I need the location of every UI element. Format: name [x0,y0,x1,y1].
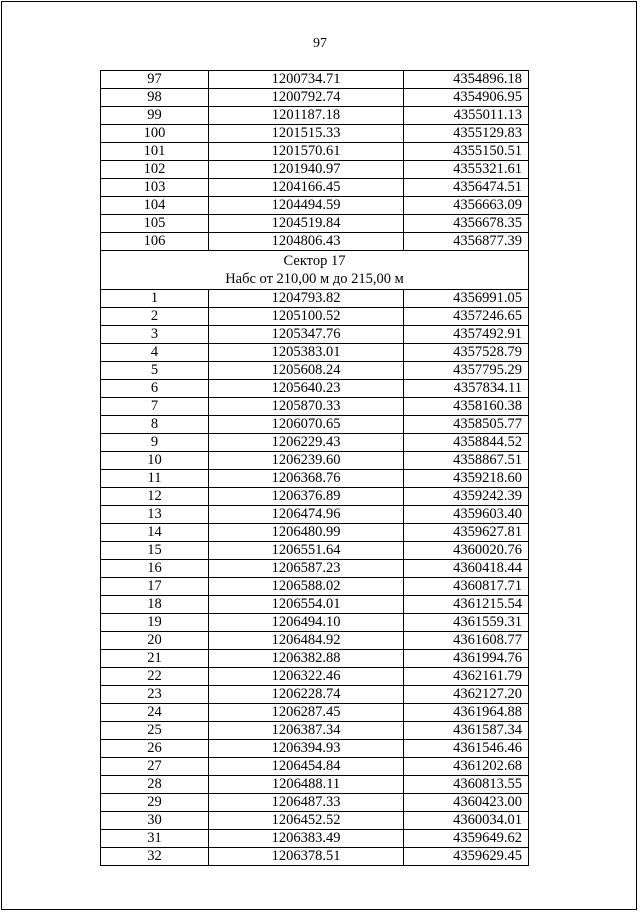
coord-y: 4358505.77 [404,416,529,434]
coord-y: 4361587.34 [404,722,529,740]
coord-y: 4360034.01 [404,812,529,830]
table-row [101,161,529,179]
point-number: 23 [101,686,209,704]
coord-y: 4360817.71 [404,578,529,596]
table-row [101,686,529,704]
page-number: 97 [313,36,327,51]
point-number: 9 [101,434,209,452]
coord-y: 4360423.00 [404,794,529,812]
coord-x: 1200792.74 [209,89,404,107]
point-number: 26 [101,740,209,758]
coord-x: 1206382.88 [209,650,404,668]
coord-y: 4357528.79 [404,344,529,362]
coord-x: 1206376.89 [209,488,404,506]
coord-y: 4359603.40 [404,506,529,524]
coord-x: 1204793.82 [209,290,404,308]
table-row [101,650,529,668]
coord-y: 4358844.52 [404,434,529,452]
point-number: 5 [101,362,209,380]
coord-y: 4361215.54 [404,596,529,614]
table-row [101,812,529,830]
table-row [101,143,529,161]
table-row [101,125,529,143]
coord-x: 1206488.11 [209,776,404,794]
table-row [101,233,529,251]
coord-y: 4359629.45 [404,848,529,866]
coord-x: 1201515.33 [209,125,404,143]
coord-x: 1206494.10 [209,614,404,632]
table-row [101,107,529,125]
coord-x: 1206554.01 [209,596,404,614]
table-row [101,416,529,434]
coord-x: 1204519.84 [209,215,404,233]
coordinates-table [100,70,529,866]
coord-y: 4360813.55 [404,776,529,794]
coord-x: 1204494.59 [209,197,404,215]
table-row [101,488,529,506]
table-row [101,614,529,632]
table-row [101,722,529,740]
point-number: 105 [101,215,209,233]
point-number: 106 [101,233,209,251]
point-number: 28 [101,776,209,794]
coord-x: 1201940.97 [209,161,404,179]
point-number: 18 [101,596,209,614]
table-row [101,632,529,650]
coord-y: 4358867.51 [404,452,529,470]
point-number: 98 [101,89,209,107]
coord-x: 1206452.52 [209,812,404,830]
table-row [101,794,529,812]
table-row [101,470,529,488]
coord-x: 1204166.45 [209,179,404,197]
table-row [101,452,529,470]
point-number: 14 [101,524,209,542]
sector-title: Сектор 17 [283,253,346,269]
table-row [101,704,529,722]
coord-y: 4355321.61 [404,161,529,179]
point-number: 8 [101,416,209,434]
coord-x: 1206228.74 [209,686,404,704]
point-number: 19 [101,614,209,632]
coord-y: 4356663.09 [404,197,529,215]
coord-y: 4360020.76 [404,542,529,560]
table-row [101,308,529,326]
coord-x: 1206551.64 [209,542,404,560]
rows-top [101,71,529,251]
coord-y: 4361608.77 [404,632,529,650]
table-row [101,89,529,107]
coord-x: 1205608.24 [209,362,404,380]
point-number: 7 [101,398,209,416]
point-number: 22 [101,668,209,686]
table-row [101,578,529,596]
table-row [101,560,529,578]
table-row [101,434,529,452]
coord-y: 4359627.81 [404,524,529,542]
coord-y: 4356877.39 [404,233,529,251]
rows-bottom [101,290,529,866]
table-row [101,179,529,197]
point-number: 3 [101,326,209,344]
coord-x: 1206322.46 [209,668,404,686]
point-number: 15 [101,542,209,560]
table-row [101,830,529,848]
table-row [101,524,529,542]
table-row [101,362,529,380]
coord-x: 1201187.18 [209,107,404,125]
table-row [101,71,529,89]
table-row [101,758,529,776]
point-number: 100 [101,125,209,143]
coord-x: 1205640.23 [209,380,404,398]
coord-x: 1205347.76 [209,326,404,344]
coord-x: 1201570.61 [209,143,404,161]
sector-header-cell [101,251,529,290]
coord-x: 1206378.51 [209,848,404,866]
coord-x: 1200734.71 [209,71,404,89]
point-number: 103 [101,179,209,197]
table-row [101,776,529,794]
point-number: 10 [101,452,209,470]
coord-y: 4361546.46 [404,740,529,758]
point-number: 27 [101,758,209,776]
point-number: 16 [101,560,209,578]
coord-y: 4361964.88 [404,704,529,722]
point-number: 25 [101,722,209,740]
point-number: 11 [101,470,209,488]
table-row [101,740,529,758]
coord-x: 1206474.96 [209,506,404,524]
table-row [101,506,529,524]
point-number: 31 [101,830,209,848]
coord-y: 4355129.83 [404,125,529,143]
point-number: 13 [101,506,209,524]
point-number: 24 [101,704,209,722]
coord-y: 4355150.51 [404,143,529,161]
coord-y: 4362127.20 [404,686,529,704]
coord-x: 1206484.92 [209,632,404,650]
point-number: 30 [101,812,209,830]
coord-y: 4354906.95 [404,89,529,107]
coord-y: 4361202.68 [404,758,529,776]
table-row [101,290,529,308]
coord-x: 1205100.52 [209,308,404,326]
table-row [101,542,529,560]
coord-x: 1206239.60 [209,452,404,470]
point-number: 21 [101,650,209,668]
coord-y: 4356474.51 [404,179,529,197]
coord-x: 1206287.45 [209,704,404,722]
coord-x: 1205383.01 [209,344,404,362]
point-number: 102 [101,161,209,179]
table-row [101,668,529,686]
coord-x: 1206588.02 [209,578,404,596]
table-row [101,848,529,866]
coord-x: 1206487.33 [209,794,404,812]
coord-y: 4358160.38 [404,398,529,416]
coord-y: 4355011.13 [404,107,529,125]
point-number: 2 [101,308,209,326]
coord-y: 4356678.35 [404,215,529,233]
coord-y: 4359218.60 [404,470,529,488]
coord-x: 1206480.99 [209,524,404,542]
point-number: 99 [101,107,209,125]
point-number: 1 [101,290,209,308]
coord-y: 4361559.31 [404,614,529,632]
table-row [101,380,529,398]
coord-x: 1206070.65 [209,416,404,434]
coord-x: 1206229.43 [209,434,404,452]
coord-x: 1206454.84 [209,758,404,776]
coord-y: 4362161.79 [404,668,529,686]
sector-header-row [101,251,529,290]
sector-subtitle: Набс от 210,00 м до 215,00 м [225,271,404,287]
point-number: 6 [101,380,209,398]
coord-x: 1206368.76 [209,470,404,488]
point-number: 97 [101,71,209,89]
coord-x: 1206587.23 [209,560,404,578]
coord-x: 1205870.33 [209,398,404,416]
coord-y: 4354896.18 [404,71,529,89]
table-row [101,596,529,614]
point-number: 101 [101,143,209,161]
point-number: 29 [101,794,209,812]
coord-y: 4357834.11 [404,380,529,398]
coord-y: 4357795.29 [404,362,529,380]
table-row [101,197,529,215]
table-row [101,398,529,416]
point-number: 32 [101,848,209,866]
coord-y: 4361994.76 [404,650,529,668]
coord-y: 4356991.05 [404,290,529,308]
coord-x: 1204806.43 [209,233,404,251]
coord-y: 4360418.44 [404,560,529,578]
coord-x: 1206394.93 [209,740,404,758]
coord-x: 1206387.34 [209,722,404,740]
point-number: 12 [101,488,209,506]
point-number: 104 [101,197,209,215]
point-number: 4 [101,344,209,362]
table-row [101,326,529,344]
table-row [101,215,529,233]
coord-x: 1206383.49 [209,830,404,848]
point-number: 20 [101,632,209,650]
coord-y: 4359242.39 [404,488,529,506]
coord-y: 4357246.65 [404,308,529,326]
sector-section [101,251,529,290]
coord-y: 4359649.62 [404,830,529,848]
table-row [101,344,529,362]
point-number: 17 [101,578,209,596]
coord-y: 4357492.91 [404,326,529,344]
